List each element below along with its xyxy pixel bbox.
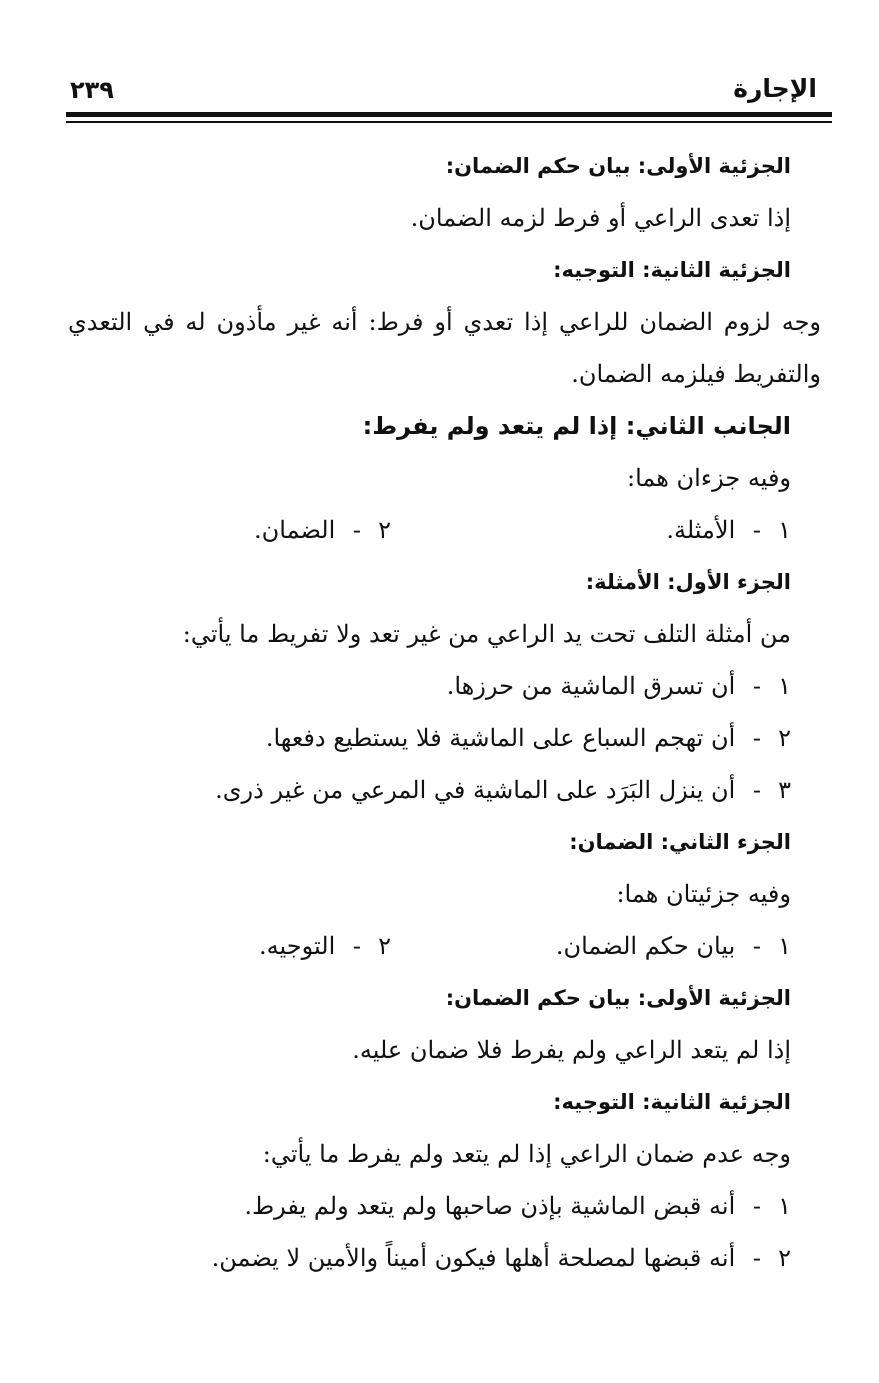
item-text: بيان حكم الضمان. bbox=[555, 932, 736, 960]
header-rule-thin bbox=[66, 121, 832, 123]
paragraph-line: وجه لزوم الضمان للراعي إذا تعدي أو فرط: أنه غير مأذون له في التعدي bbox=[68, 308, 821, 336]
section-heading: الجانب الثاني: إذا لم يتعد ولم يفرط: bbox=[362, 412, 791, 440]
running-title: الإجارة bbox=[733, 74, 817, 103]
list-item bbox=[68, 1180, 791, 1232]
item-dash: - bbox=[752, 672, 761, 700]
list-item bbox=[68, 1232, 791, 1284]
item-text: التوجيه. bbox=[259, 932, 336, 960]
paragraph-line: والتفريط فيلزمه الضمان. bbox=[571, 360, 821, 388]
subheading-justification: الجزئية الثانية: التوجيه: bbox=[553, 1090, 791, 1114]
part-heading-examples: الجزء الأول: الأمثلة: bbox=[585, 570, 791, 594]
item-dash: - bbox=[352, 516, 361, 544]
item-number: ٢ bbox=[378, 932, 391, 960]
item-text: أن ينزل البَرَد على الماشية في المرعي من غير ذرى. bbox=[215, 776, 736, 804]
item-text: الضمان. bbox=[254, 516, 336, 544]
paragraph: إذا تعدى الراعي أو فرط لزمه الضمان. bbox=[410, 204, 791, 232]
paragraph: إذا لم يتعد الراعي ولم يفرط فلا ضمان عليه. bbox=[352, 1036, 791, 1064]
item-number: ٣ bbox=[778, 776, 791, 804]
list-item bbox=[391, 920, 791, 972]
item-text: أنه قبضها لمصلحة أهلها فيكون أميناً والأمين لا يضمن. bbox=[211, 1244, 736, 1272]
item-number: ٢ bbox=[778, 1244, 791, 1272]
item-dash: - bbox=[752, 776, 761, 804]
item-number: ١ bbox=[778, 1192, 791, 1220]
body-text bbox=[68, 140, 821, 1284]
list-item bbox=[391, 504, 791, 556]
two-item-list bbox=[68, 920, 791, 972]
item-dash: - bbox=[752, 1192, 761, 1220]
list-item bbox=[68, 712, 791, 764]
item-dash: - bbox=[752, 724, 761, 752]
list-item bbox=[68, 660, 791, 712]
item-number: ١ bbox=[778, 932, 791, 960]
list-item bbox=[68, 764, 791, 816]
item-dash: - bbox=[752, 932, 761, 960]
item-dash: - bbox=[752, 1244, 761, 1272]
paragraph: وفيه جزءان هما: bbox=[626, 464, 791, 492]
item-text: الأمثلة. bbox=[666, 516, 736, 544]
item-text: أن تهجم السباع على الماشية فلا يستطيع دفعها. bbox=[265, 724, 736, 752]
item-number: ٢ bbox=[778, 724, 791, 752]
subheading-ruling: الجزئية الأولى: بيان حكم الضمان: bbox=[445, 154, 791, 178]
subheading-justification: الجزئية الثانية: التوجيه: bbox=[553, 258, 791, 282]
two-item-list bbox=[68, 504, 791, 556]
header-rule-thick bbox=[66, 112, 832, 117]
item-dash: - bbox=[352, 932, 361, 960]
item-number: ١ bbox=[778, 516, 791, 544]
paragraph: وجه عدم ضمان الراعي إذا لم يتعد ولم يفرط ما يأتي: bbox=[262, 1140, 791, 1168]
paragraph: من أمثلة التلف تحت يد الراعي من غير تعد ولا تفريط ما يأتي: bbox=[182, 620, 791, 648]
item-number: ١ bbox=[778, 672, 791, 700]
page-number: ٢٣٩ bbox=[70, 76, 114, 104]
item-number: ٢ bbox=[378, 516, 391, 544]
paragraph: وفيه جزئيتان هما: bbox=[616, 880, 791, 908]
list-item bbox=[171, 504, 391, 556]
item-text: أنه قبض الماشية بإذن صاحبها ولم يتعد ولم يفرط. bbox=[244, 1192, 736, 1220]
subheading-ruling: الجزئية الأولى: بيان حكم الضمان: bbox=[445, 986, 791, 1010]
item-dash: - bbox=[752, 516, 761, 544]
part-heading-liability: الجزء الثاني: الضمان: bbox=[569, 830, 791, 854]
list-item bbox=[171, 920, 391, 972]
item-text: أن تسرق الماشية من حرزها. bbox=[446, 672, 736, 700]
